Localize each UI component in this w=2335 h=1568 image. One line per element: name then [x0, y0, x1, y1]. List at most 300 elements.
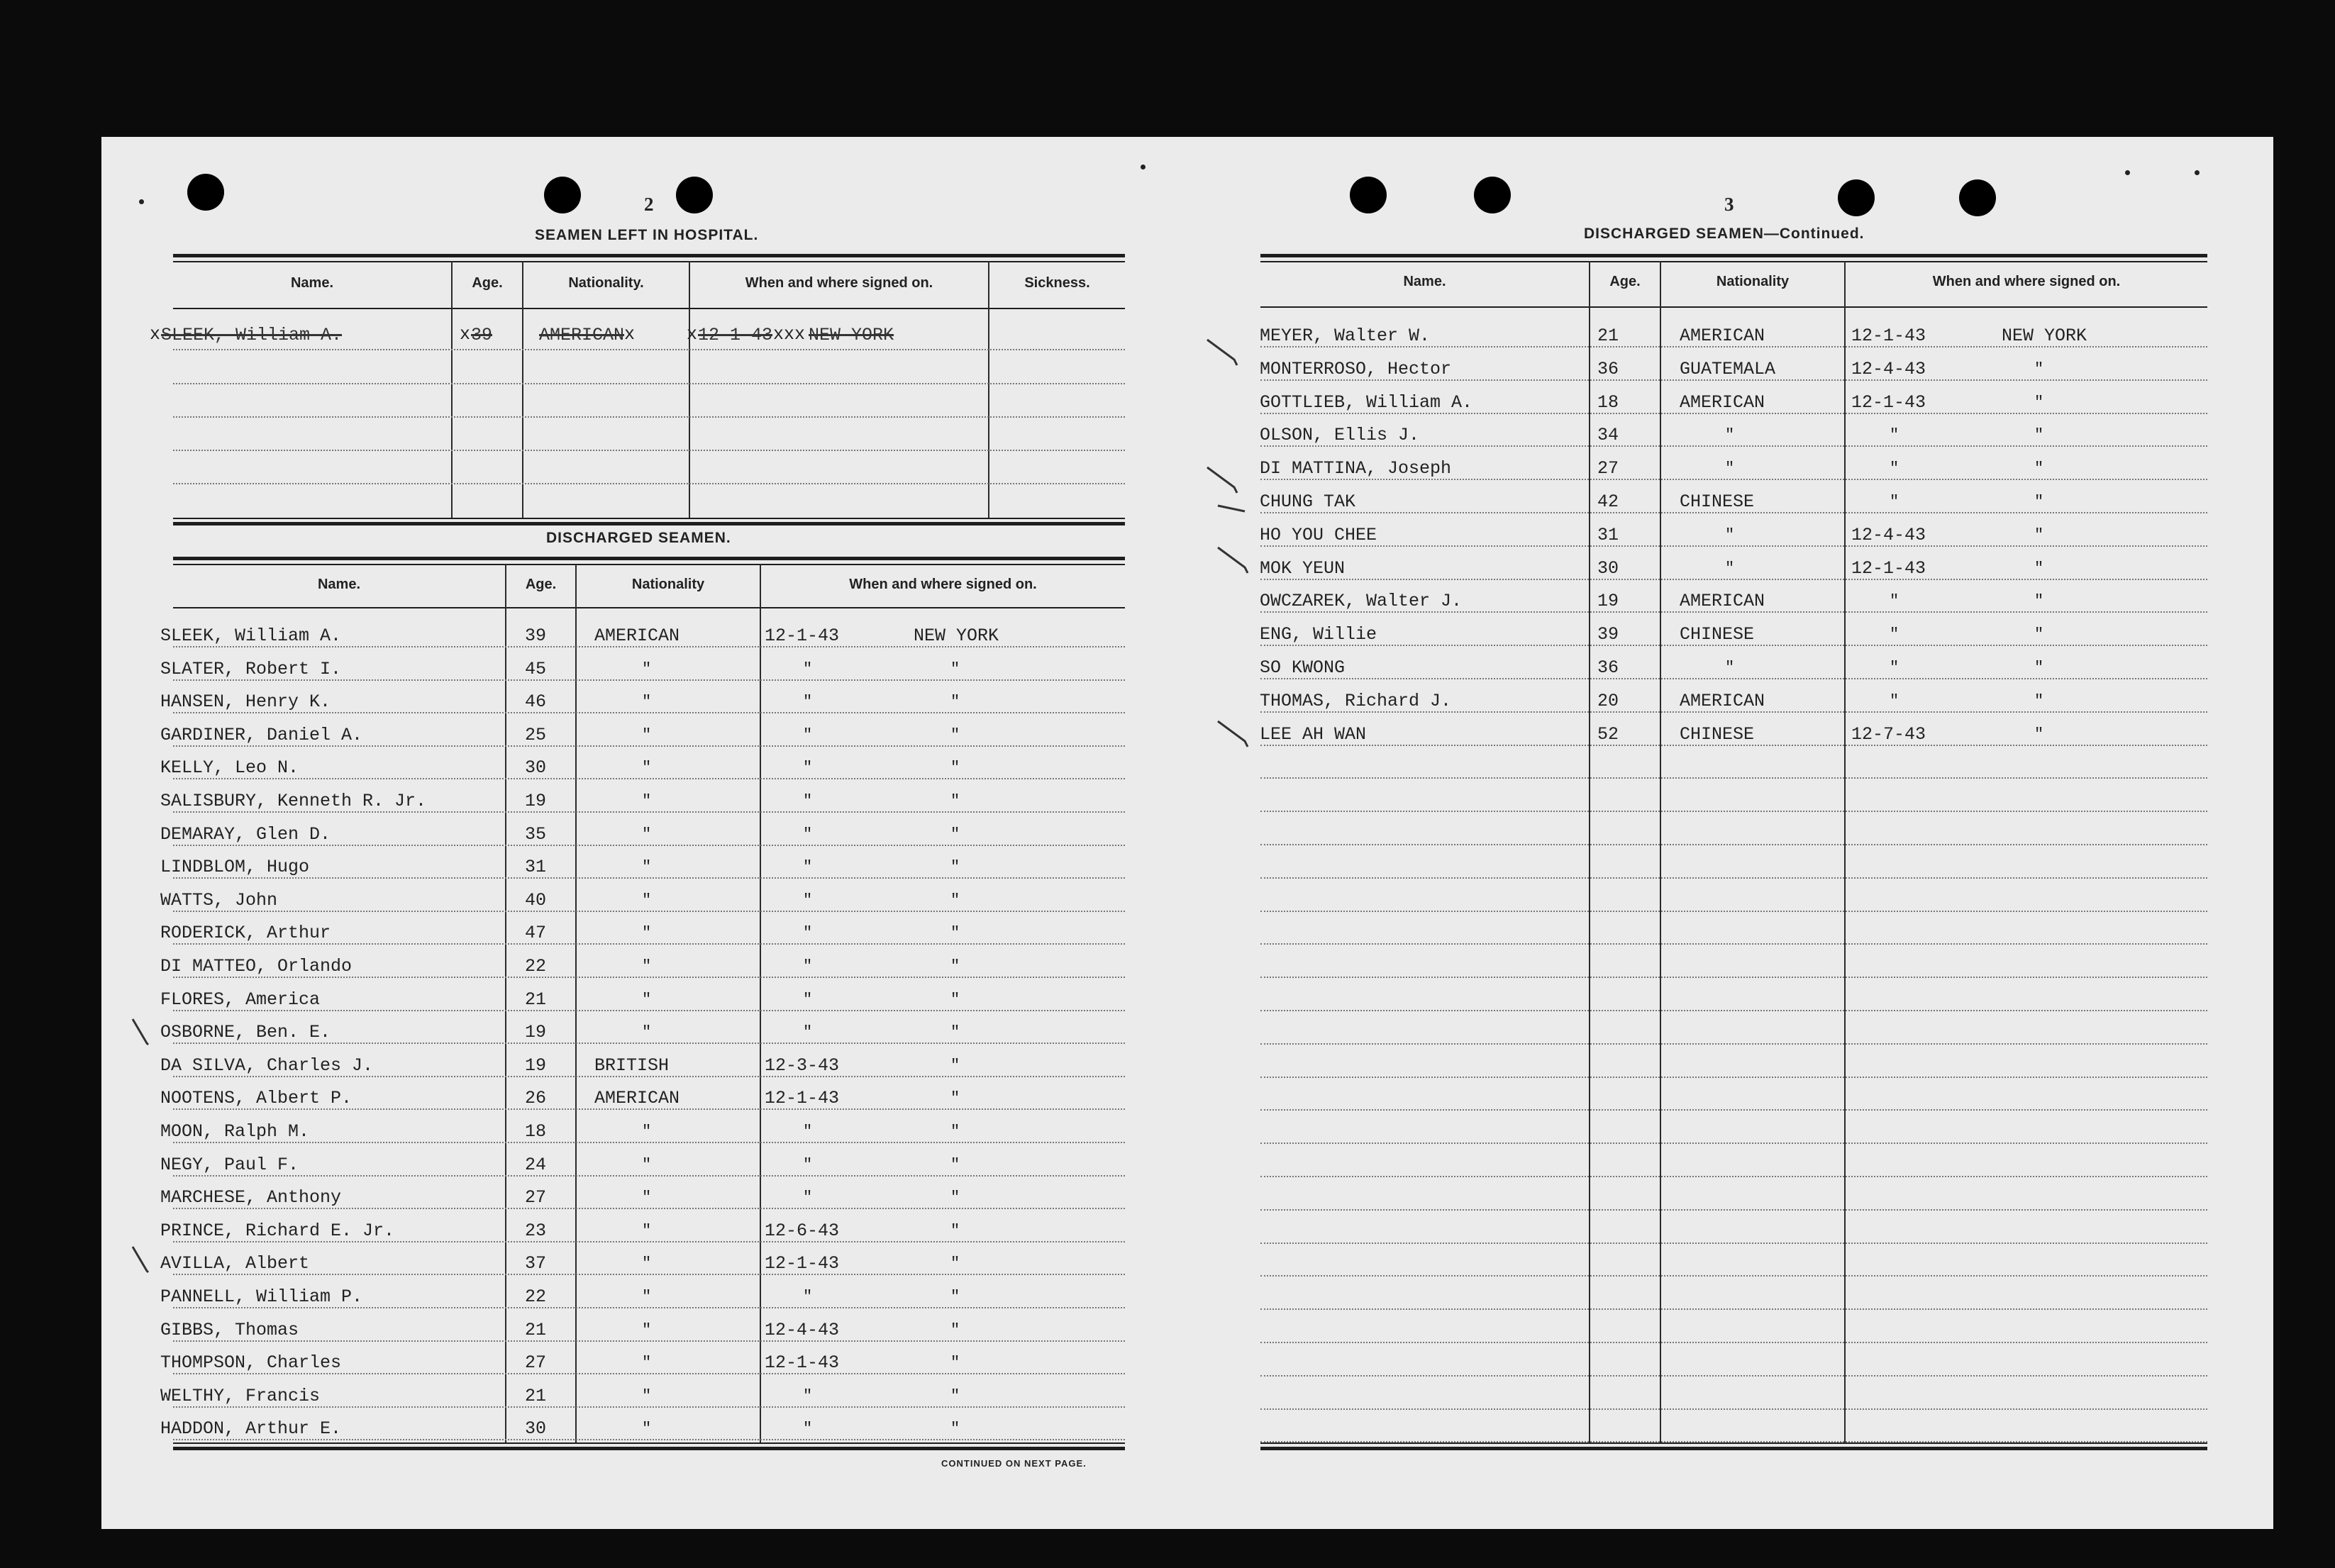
check-mark: [1216, 491, 1252, 520]
seaman-name: PANNELL, William P.: [160, 1286, 363, 1307]
hospital-col-name: Name.: [290, 275, 334, 291]
signed-on-place: ": [950, 1288, 960, 1306]
seaman-nationality: ": [1725, 659, 1735, 677]
signed-on-place: ": [2034, 426, 2044, 445]
row-dotted-line: [1260, 1242, 2207, 1244]
discharged-col-divider: [505, 564, 506, 1442]
seaman-name: OWCZAREK, Walter J.: [1260, 591, 1463, 612]
check-mark: [131, 1245, 167, 1274]
seaman-name: WELTHY, Francis: [160, 1385, 321, 1406]
seaman-name: ENG, Willie: [1260, 624, 1377, 645]
signed-on-place: NEW YORK: [914, 625, 999, 646]
signed-on-date: ": [803, 891, 813, 909]
seaman-age: 19: [1597, 591, 1619, 612]
seaman-age: 24: [525, 1154, 547, 1175]
row-dotted-line: [1260, 1342, 2207, 1343]
seaman-age: 34: [1597, 425, 1619, 446]
seaman-nationality: AMERICAN: [1680, 326, 1765, 346]
signed-on-place: ": [950, 1420, 960, 1438]
signed-on-date: 12-1-43: [765, 1352, 840, 1374]
seaman-nationality: ": [642, 891, 652, 909]
seaman-age: 31: [1597, 524, 1619, 545]
signed-on-date: ": [803, 1420, 813, 1438]
seaman-nationality: AMERICAN: [594, 625, 680, 646]
seaman-name: MEYER, Walter W.: [1260, 326, 1431, 346]
seaman-nationality: ": [642, 1123, 652, 1140]
continued-footer: CONTINUED ON NEXT PAGE.: [941, 1458, 1087, 1469]
hospital-col-divider: [689, 261, 690, 518]
seaman-nationality: AMERICAN: [1680, 591, 1765, 612]
row-dotted-line: [1260, 877, 2207, 879]
signed-on-place: ": [950, 1123, 960, 1140]
seaman-age: 40: [525, 889, 547, 911]
signed-on-date: ": [803, 725, 813, 744]
signed-on-place: ": [950, 792, 960, 810]
speck: [139, 199, 144, 204]
seaman-age: 37: [525, 1253, 547, 1274]
hospital-section-title: SEAMEN LEFT IN HOSPITAL.: [535, 227, 759, 243]
signed-on-place: ": [950, 660, 960, 678]
seaman-nationality: AMERICAN: [1680, 391, 1765, 413]
signed-on-place: ": [950, 825, 960, 843]
seaman-nationality: ": [642, 1288, 652, 1306]
signed-on-date: 12-4-43: [1851, 524, 1926, 545]
right-col-age: Age.: [1609, 274, 1641, 289]
seaman-name: HANSEN, Henry K.: [160, 691, 331, 713]
row-dotted-line: [1260, 346, 2207, 347]
row-dotted-line: [173, 1208, 1125, 1209]
row-dotted-line: [1260, 1010, 2207, 1011]
seaman-name: AVILLA, Albert: [160, 1253, 310, 1274]
struck-date: 12-1-43: [698, 325, 773, 345]
row-dotted-line: [173, 1340, 1125, 1342]
row-dotted-line: [173, 1241, 1125, 1242]
seaman-age: 18: [525, 1121, 547, 1142]
seaman-name: DEMARAY, Glen D.: [160, 823, 331, 845]
seaman-nationality: ": [1725, 526, 1735, 544]
row-dotted-line: [173, 1142, 1125, 1143]
seaman-name: HADDON, Arthur E.: [160, 1418, 342, 1440]
seaman-nationality: ": [642, 924, 652, 943]
signed-on-place: ": [950, 957, 960, 975]
discharged-bottom-rule-thick: [173, 1447, 1125, 1450]
row-dotted-line: [173, 1175, 1125, 1177]
speck: [1141, 165, 1146, 169]
signed-on-date: ": [1890, 625, 1899, 644]
signed-on-date: ": [803, 660, 813, 678]
seaman-name: MONTERROSO, Hector: [1260, 358, 1452, 379]
seaman-nationality: GUATEMALA: [1680, 358, 1776, 379]
seaman-nationality: ": [642, 1221, 652, 1240]
seaman-name: KELLY, Leo N.: [160, 757, 299, 779]
row-dotted-line: [173, 1108, 1125, 1110]
discharged-header-rule: [173, 607, 1125, 608]
row-dotted-line: [173, 877, 1125, 879]
seaman-age: 21: [525, 1319, 547, 1340]
seaman-name: SLEEK, William A.: [160, 625, 342, 646]
signed-on-place: ": [2034, 625, 2044, 644]
signed-on-place: ": [950, 990, 960, 1008]
signed-on-place: ": [950, 1255, 960, 1273]
seaman-name: SLATER, Robert I.: [160, 658, 342, 679]
seaman-nationality: AMERICAN: [594, 1088, 680, 1109]
signed-on-place: ": [950, 759, 960, 777]
signed-on-place: ": [2034, 526, 2044, 544]
punch-hole: [1959, 179, 1996, 216]
seaman-nationality: ": [642, 1189, 652, 1207]
hospital-col-age: Age.: [472, 275, 503, 291]
seaman-nationality: ": [642, 858, 652, 877]
hospital-col-divider: [451, 261, 453, 518]
seaman-name: GOTTLIEB, William A.: [1260, 391, 1473, 413]
punch-hole: [676, 177, 713, 213]
signed-on-place: ": [2034, 460, 2044, 478]
hospital-bottom-rule: [173, 518, 1125, 519]
row-dotted-line: [1260, 479, 2207, 480]
row-dotted-line: [1260, 512, 2207, 513]
signed-on-place: NEW YORK: [2002, 326, 2087, 346]
signed-on-place: ": [950, 1354, 960, 1372]
seaman-age: 19: [525, 1022, 547, 1043]
signed-on-date: ": [803, 1123, 813, 1140]
seaman-name: OSBORNE, Ben. E.: [160, 1022, 331, 1043]
seaman-age: 21: [525, 1385, 547, 1406]
row-dotted-line: [173, 745, 1125, 747]
seaman-age: 52: [1597, 723, 1619, 745]
signed-on-place: ": [950, 858, 960, 877]
signed-on-date: ": [1890, 691, 1899, 710]
signed-on-place: ": [950, 1189, 960, 1207]
struck-place: NEW YORK: [809, 325, 894, 345]
signed-on-date: 12-1-43: [765, 1088, 840, 1109]
signed-on-date: 12-4-43: [765, 1319, 840, 1340]
row-dotted-line: [1260, 745, 2207, 746]
row-dotted-line: [1260, 678, 2207, 679]
seaman-age: 30: [525, 757, 547, 779]
signed-on-date: ": [803, 1386, 813, 1405]
hospital-header-rule: [173, 308, 1125, 309]
row-dotted-line: [1260, 1109, 2207, 1111]
punch-hole: [1474, 177, 1511, 213]
row-dotted-line: [173, 845, 1125, 846]
row-dotted-line: [173, 1076, 1125, 1077]
row-dotted-line: [1260, 645, 2207, 646]
seaman-name: LINDBLOM, Hugo: [160, 857, 310, 878]
row-dotted-line: [173, 911, 1125, 912]
struck-nationality: AMERICAN: [539, 325, 625, 345]
row-dotted-line: [173, 1274, 1125, 1275]
signed-on-place: ": [950, 891, 960, 909]
struck-mark: x: [150, 324, 161, 345]
right-col-name: Name.: [1403, 274, 1446, 289]
punch-hole: [1350, 177, 1387, 213]
signed-on-place: ": [2034, 559, 2044, 577]
right-header-rule: [1260, 306, 2207, 308]
struck-mark: xxx: [773, 324, 806, 345]
seaman-nationality: ": [642, 825, 652, 843]
row-dotted-line: [173, 646, 1125, 647]
seaman-name: THOMAS, Richard J.: [1260, 690, 1452, 711]
row-dotted-line: [1260, 611, 2207, 613]
seaman-name: LEE AH WAN: [1260, 723, 1367, 745]
row-dotted-line: [173, 1373, 1125, 1374]
seaman-nationality: ": [642, 792, 652, 810]
row-dotted-line: [1260, 1142, 2207, 1144]
punch-hole: [187, 174, 224, 211]
seaman-age: 22: [525, 1286, 547, 1307]
signed-on-date: ": [803, 1288, 813, 1306]
seaman-name: FLORES, America: [160, 989, 321, 1010]
struck-mark: x: [460, 324, 471, 345]
seaman-name: DI MATTEO, Orlando: [160, 956, 353, 977]
row-dotted-line: [173, 778, 1125, 779]
seaman-age: 30: [525, 1418, 547, 1440]
seaman-name: GIBBS, Thomas: [160, 1319, 299, 1340]
signed-on-place: ": [950, 924, 960, 943]
seaman-nationality: CHINESE: [1680, 624, 1755, 645]
discharged-col-age: Age.: [525, 577, 557, 592]
row-dotted-line: [1260, 413, 2207, 414]
row-dotted-line: [1260, 1209, 2207, 1211]
row-dotted-line: [1260, 545, 2207, 547]
hospital-col-divider: [522, 261, 523, 518]
signed-on-place: ": [950, 725, 960, 744]
signed-on-place: ": [950, 1089, 960, 1108]
row-dotted-line: [1260, 1408, 2207, 1410]
hospital-col-signed: When and where signed on.: [745, 275, 933, 291]
signed-on-place: ": [950, 693, 960, 711]
row-dotted-line: [173, 1406, 1125, 1408]
check-mark: [1216, 546, 1252, 574]
seaman-age: 42: [1597, 491, 1619, 512]
right-col-nationality: Nationality: [1716, 274, 1790, 289]
signed-on-date: ": [1890, 426, 1899, 445]
signed-on-date: ": [803, 792, 813, 810]
punch-hole: [1838, 179, 1875, 216]
row-dotted-line: [1260, 445, 2207, 447]
seaman-nationality: ": [1725, 460, 1735, 478]
check-mark: [131, 1018, 167, 1046]
row-dotted-line: [1260, 1441, 2207, 1442]
signed-on-place: ": [2034, 725, 2044, 743]
struck-mark: x: [624, 324, 636, 345]
row-dotted-line: [1260, 579, 2207, 580]
row-dotted-line: [1260, 911, 2207, 912]
seaman-nationality: ": [642, 725, 652, 744]
check-mark: [1206, 338, 1241, 367]
seaman-nationality: BRITISH: [594, 1055, 670, 1076]
hospital-col-nationality: Nationality.: [568, 275, 644, 291]
seaman-age: 47: [525, 923, 547, 944]
signed-on-place: ": [950, 1023, 960, 1042]
signed-on-date: ": [803, 924, 813, 943]
right-col-divider: [1589, 261, 1590, 1442]
row-dotted-line: [1260, 844, 2207, 845]
row-dotted-line: [1260, 1308, 2207, 1310]
signed-on-place: ": [2034, 592, 2044, 611]
right-col-divider: [1660, 261, 1661, 1442]
row-dotted-line: [1260, 811, 2207, 812]
signed-on-date: ": [803, 693, 813, 711]
signed-on-date: 12-1-43: [765, 625, 840, 646]
signed-on-date: 12-7-43: [1851, 723, 1926, 745]
seaman-name: NOOTENS, Albert P.: [160, 1088, 353, 1109]
row-dotted-line: [1260, 943, 2207, 945]
seaman-age: 30: [1597, 557, 1619, 579]
check-mark: [1216, 720, 1252, 748]
punch-hole: [544, 177, 581, 213]
seaman-name: MOK YEUN: [1260, 557, 1346, 579]
seaman-age: 19: [525, 791, 547, 811]
seaman-age: 46: [525, 691, 547, 713]
seaman-age: 36: [1597, 657, 1619, 678]
seaman-age: 23: [525, 1220, 547, 1241]
seaman-age: 21: [1597, 326, 1619, 346]
discharged-col-signed: When and where signed on.: [849, 577, 1037, 592]
seaman-name: MOON, Ralph M.: [160, 1121, 310, 1142]
page-number-left: 2: [644, 194, 654, 215]
right-top-rule: [1260, 254, 2207, 257]
seaman-age: 39: [1597, 624, 1619, 645]
row-dotted-line: [1260, 777, 2207, 779]
row-dotted-line: [1260, 1077, 2207, 1078]
seaman-age: 21: [525, 989, 547, 1010]
signed-on-date: ": [803, 957, 813, 975]
seaman-age: 22: [525, 956, 547, 977]
signed-on-date: ": [803, 1023, 813, 1042]
check-mark: [1206, 466, 1241, 494]
seaman-name: THOMPSON, Charles: [160, 1352, 342, 1374]
seaman-nationality: ": [642, 1420, 652, 1438]
signed-on-date: ": [1890, 659, 1899, 677]
speck: [2195, 170, 2200, 175]
seaman-nationality: ": [642, 1255, 652, 1273]
signed-on-place: ": [2034, 659, 2044, 677]
seaman-nationality: ": [642, 1155, 652, 1174]
seaman-name: CHUNG TAK: [1260, 491, 1356, 512]
signed-on-date: 12-1-43: [1851, 326, 1926, 346]
signed-on-place: ": [950, 1155, 960, 1174]
row-dotted-line: [1260, 379, 2207, 381]
speck: [2125, 170, 2130, 175]
signed-on-date: ": [1890, 493, 1899, 511]
seaman-age: 26: [525, 1088, 547, 1109]
seaman-nationality: ": [642, 990, 652, 1008]
seaman-age: 19: [525, 1055, 547, 1076]
signed-on-date: ": [803, 858, 813, 877]
seaman-nationality: ": [642, 957, 652, 975]
seaman-name: PRINCE, Richard E. Jr.: [160, 1220, 395, 1241]
signed-on-date: ": [803, 990, 813, 1008]
row-dotted-line: [1260, 1176, 2207, 1177]
seaman-age: 31: [525, 857, 547, 878]
seaman-name: DI MATTINA, Joseph: [1260, 458, 1452, 479]
seaman-age: 36: [1597, 358, 1619, 379]
seaman-nationality: ": [1725, 559, 1735, 577]
seaman-age: 45: [525, 658, 547, 679]
seaman-nationality: CHINESE: [1680, 723, 1755, 745]
seaman-name: OLSON, Ellis J.: [1260, 425, 1420, 446]
discharged-col-nationality: Nationality: [631, 577, 705, 592]
signed-on-place: ": [2034, 393, 2044, 411]
struck-mark: x: [687, 324, 698, 345]
row-dotted-line: [1260, 1043, 2207, 1045]
signed-on-place: ": [2034, 493, 2044, 511]
discharged-col-divider: [575, 564, 577, 1442]
seaman-nationality: ": [642, 660, 652, 678]
hospital-top-rule: [173, 254, 1125, 257]
seaman-name: SALISBURY, Kenneth R. Jr.: [160, 791, 427, 811]
signed-on-date: 12-1-43: [1851, 391, 1926, 413]
signed-on-place: ": [950, 1221, 960, 1240]
discharged-col-name: Name.: [317, 577, 361, 592]
seaman-age: 27: [525, 1187, 547, 1208]
signed-on-date: 12-6-43: [765, 1220, 840, 1241]
right-col-signed: When and where signed on.: [1932, 274, 2121, 289]
row-dotted-line: [173, 811, 1125, 813]
signed-on-place: ": [950, 1386, 960, 1405]
signed-on-place: ": [950, 1056, 960, 1074]
row-dotted-line: [1260, 1275, 2207, 1277]
seaman-name: RODERICK, Arthur: [160, 923, 331, 944]
signed-on-date: 12-1-43: [765, 1253, 840, 1274]
seaman-nationality: AMERICAN: [1680, 690, 1765, 711]
signed-on-date: 12-4-43: [1851, 358, 1926, 379]
signed-on-place: ": [2034, 360, 2044, 378]
discharged-bottom-rule: [173, 1442, 1125, 1444]
struck-age: 39: [471, 325, 493, 345]
right-col-divider: [1844, 261, 1846, 1442]
hospital-top-rule-inner: [173, 261, 1125, 262]
hospital-bottom-rule-thick: [173, 522, 1125, 526]
signed-on-date: ": [1890, 460, 1899, 478]
row-dotted-line: [173, 712, 1125, 713]
signed-on-date: ": [803, 1155, 813, 1174]
row-dotted-line: [173, 1439, 1125, 1440]
signed-on-date: 12-3-43: [765, 1055, 840, 1076]
seaman-age: 35: [525, 823, 547, 845]
seaman-name: MARCHESE, Anthony: [160, 1187, 342, 1208]
seaman-nationality: CHINESE: [1680, 491, 1755, 512]
row-dotted-line: [173, 1042, 1125, 1044]
seaman-age: 18: [1597, 391, 1619, 413]
discharged-section-title: DISCHARGED SEAMEN.: [546, 530, 731, 546]
seaman-name: NEGY, Paul F.: [160, 1154, 299, 1175]
signed-on-date: 12-1-43: [1851, 557, 1926, 579]
discharged-top-rule-inner: [173, 564, 1125, 565]
seaman-age: 27: [525, 1352, 547, 1374]
discharged-top-rule: [173, 557, 1125, 560]
signed-on-date: ": [803, 825, 813, 843]
seaman-nationality: ": [642, 1354, 652, 1372]
seaman-name: SO KWONG: [1260, 657, 1346, 678]
page-number-right: 3: [1724, 194, 1734, 215]
seaman-nationality: ": [642, 1023, 652, 1042]
signed-on-place: ": [950, 1320, 960, 1339]
row-dotted-line: [173, 679, 1125, 681]
seaman-name: WATTS, John: [160, 889, 278, 911]
hospital-col-sickness: Sickness.: [1024, 275, 1090, 291]
seaman-name: DA SILVA, Charles J.: [160, 1055, 374, 1076]
signed-on-date: ": [803, 759, 813, 777]
seaman-age: 27: [1597, 458, 1619, 479]
seaman-nationality: ": [1725, 426, 1735, 445]
seaman-name: HO YOU CHEE: [1260, 524, 1377, 545]
right-top-rule-inner: [1260, 261, 2207, 262]
row-dotted-line: [1260, 711, 2207, 713]
signed-on-date: ": [803, 1189, 813, 1207]
row-dotted-line: [1260, 977, 2207, 978]
